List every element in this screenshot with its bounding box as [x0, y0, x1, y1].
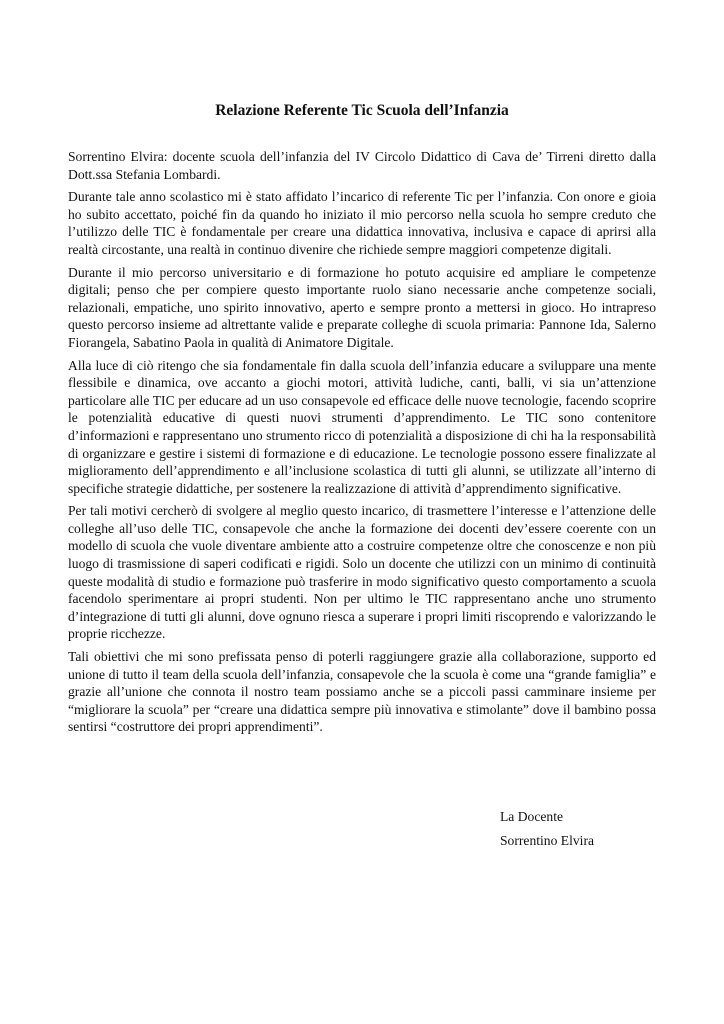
paragraph-intro: Sorrentino Elvira: docente scuola dell’infanzia del IV Circolo Didattico di Cava de’ Tirreni diretto dalla Dott.ssa Stefania Lombardi. — [68, 149, 656, 182]
document-body — [68, 148, 656, 741]
paragraph-motivations: Per tali motivi cercherò di svolgere al meglio questo incarico, di trasmettere l’interesse e l’attenzione delle colleghe all’uso delle TIC, consapevole che anche la formazione dei docenti dev’essere coerente con un modello di scuola che vuole diventare ambiente atto a costruire competenze oltre che conoscenze e non più luogo di trasmissione di saperi codificati e rigidi. Solo un docente che utilizzi con un minimo di continuità queste modalità di studio e formazione può trasferire in modo significativo questo comportamento a scuola facendolo sperimentare ai propri studenti. Non per ultimo le TIC rappresentano anche uno strumento d’integrazione di tutti gli alunni, dove ognuno riesca a superare i propri limiti riscoprendo e valorizzando le proprie ricchezze. — [68, 503, 656, 642]
paragraph-training: Durante il mio percorso universitario e di formazione ho potuto acquisire ed ampliare le competenze digitali; penso che per compiere questo importante ruolo siano necessarie anche competenze sociali, relazionali, empatiche, uno spirito innovativo, aperto e sempre pronto a mettersi in gioco. Ho intrapreso questo percorso insieme ad altrettante valide e preparate colleghe di scuola primaria: Pannone Ida, Salerno Fiorangela, Sabatino Paola in qualità di Animatore Digitale. — [68, 264, 656, 350]
paragraph-objectives: Tali obiettivi che mi sono prefissata penso di poterli raggiungere grazie alla collaborazione, supporto ed unione di tutto il team della scuola dell’infanzia, consapevole che la scuola è come una “grande famiglia” e grazie all’unione che connota il nostro team possiamo anche se a piccoli passi camminare insieme per “migliorare la scuola” per “creare una didattica sempre più innovativa e stimolante” dove il bambino possa sentirsi “costruttore dei propri apprendimenti”. — [68, 649, 656, 735]
paragraph-tic-importance: Alla luce di ciò ritengo che sia fondamentale fin dalla scuola dell’infanzia educare a sviluppare una mente flessibile e dinamica, ove accanto a giochi motori, attività ludiche, canti, balli, vi sia un’attenzione particolare alle TIC per educare ad un uso consapevole ed efficace delle nuove tecnologie, facendo scoprire le potenzialità educative di questi nuovi strumenti d’apprendimento. Le TIC sono contenitore d’informazioni e rappresentano uno strumento ricco di potenzialità a disposizione di chi ha la responsabilità di organizzare e gestire i sistemi di formazione e di educazione. Le tecnologie possono essere finalizzate al miglioramento dell’apprendimento e all’inclusione scolastica di tutti gli alunni, se utilizzate all’interno di specifiche strategie didattiche, per sostenere la realizzazione di attività d’apprendimento significative. — [68, 357, 656, 496]
paragraph-role-assignment: Durante tale anno scolastico mi è stato affidato l’incarico di referente Tic per l’infanzia. Con onore e gioia ho subito accettato, poiché fin da quando ho iniziato il mio percorso nella scuola ho sempre creduto che l’utilizzo delle TIC è fondamentale per creare una didattica innovativa, inclusiva e capace di aprirsi alla realtà circostante, una realtà in continuo divenire che richiede sempre maggiori competenze digitali. — [68, 189, 656, 257]
document-title: Relazione Referente Tic Scuola dell’Infanzia — [215, 102, 509, 119]
signature-name: Sorrentino Elvira — [500, 833, 595, 848]
signature-role: La Docente — [500, 809, 564, 824]
signature-block — [500, 805, 700, 853]
